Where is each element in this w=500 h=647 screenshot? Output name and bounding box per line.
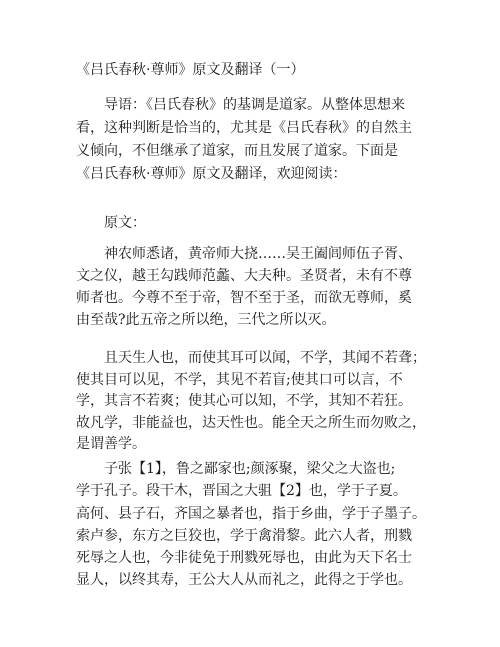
original-text-paragraph xyxy=(76,458,436,592)
text-line: 学，其言不若爽；使其心可以知，不学，其知不若狂。 xyxy=(76,393,412,410)
text-line: 师者也。今尊不至于帝，智不至于圣，而欲无尊师，奚 xyxy=(76,290,412,306)
text-line: 死辱之人也，今非徒免于刑戮死辱也，由此为天下名士 xyxy=(76,550,412,567)
text-line: 文之仪，越王勾践师范蠡、大夫种。圣贤者，未有不尊 xyxy=(76,268,412,284)
original-text-paragraph xyxy=(76,348,436,456)
text-line: 学于孔子。段干木，晋国之大驵【2】也，学于子夏。 xyxy=(76,483,407,500)
text-line: 子张【1】，鲁之鄙家也;颜涿聚，梁父之大盗也; xyxy=(76,461,396,477)
original-text-paragraph xyxy=(76,243,436,331)
section-label: 原文： xyxy=(76,215,146,231)
text-line: 故凡学，非能益也，达天性也。能全天之所生而勿败之， xyxy=(76,414,426,431)
text-line: 显人，以终其寿，王公大人从而礼之，此得之于学也。 xyxy=(76,572,412,589)
text-line: 导语：《吕氏春秋》的基调是道家。从整体思想来 xyxy=(76,97,405,113)
text-line: 是谓善学。 xyxy=(76,436,146,453)
text-line: 且天生人也，而使其耳可以闻，不学，其闻不若聋； xyxy=(76,350,426,366)
text-line: 义倾向，不但继承了道家，而且发展了道家。下面是 xyxy=(76,143,398,159)
section-label-block xyxy=(76,212,436,234)
text-line: 使其目可以见，不学，其见不若盲;使其口可以言，不 xyxy=(76,371,403,388)
text-line: 索卢参，东方之巨狡也，学于禽滑黎。此六人者，刑戮 xyxy=(76,527,412,544)
text-line: 由至哉?此五帝之所以绝，三代之所以灭。 xyxy=(76,312,336,328)
text-line: 神农师悉诸，黄帝师大挠……吴王阖闾师伍子胥、 xyxy=(76,246,412,262)
intro-paragraph xyxy=(76,94,436,186)
text-line: 看，这种判断是恰当的，尤其是《吕氏春秋》的自然主 xyxy=(76,120,412,136)
document-title: 《吕氏春秋·尊师》原文及翻译（一） xyxy=(76,62,305,78)
text-line: 《吕氏春秋·尊师》原文及翻译，欢迎阅读： xyxy=(76,166,347,182)
text-line: 高何、县子石，齐国之暴者也，指于乡曲，学于子墨子。 xyxy=(76,505,426,522)
